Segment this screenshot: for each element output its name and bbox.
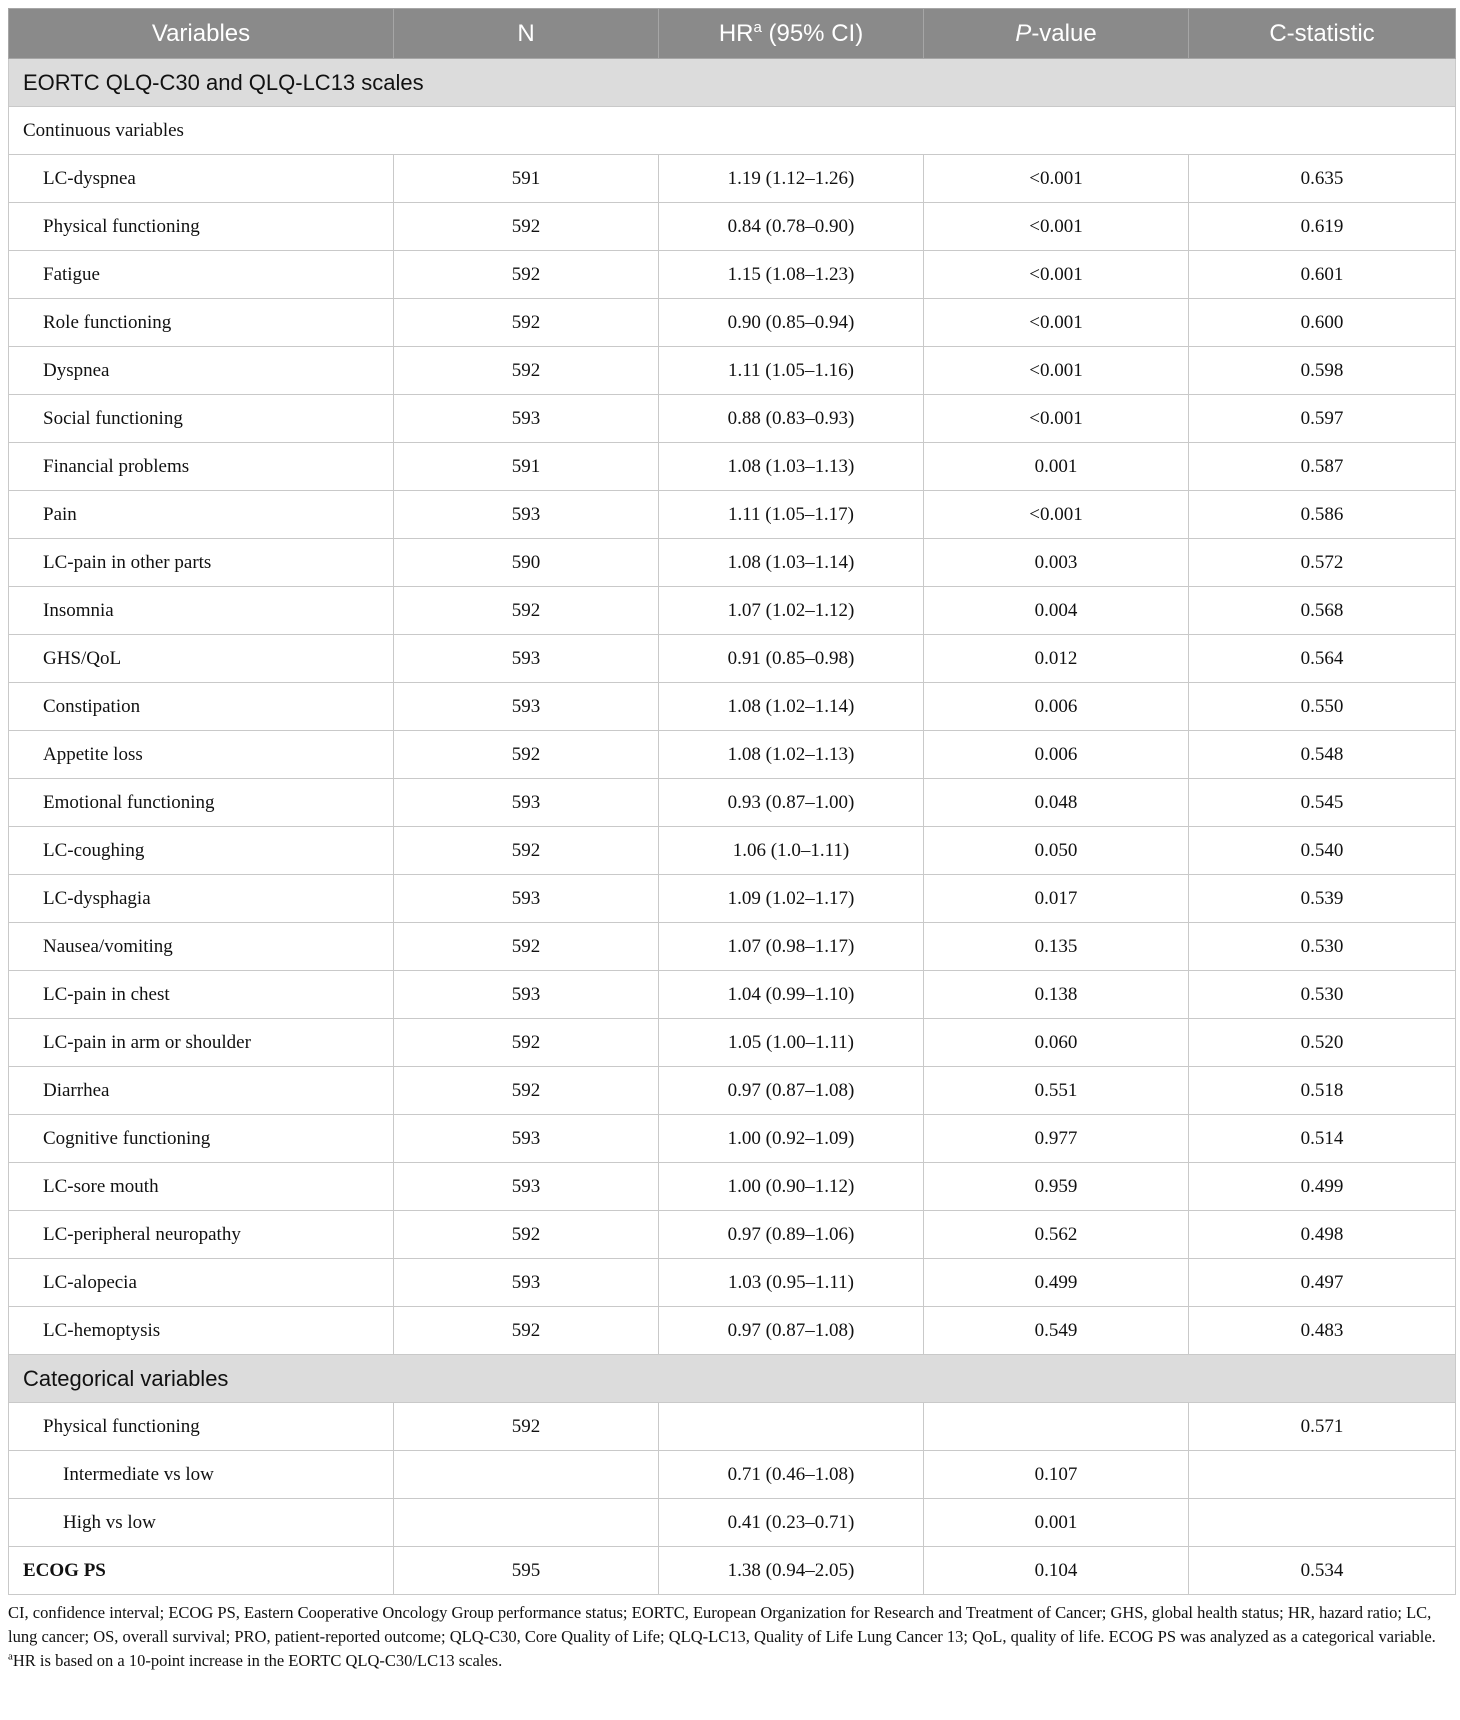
footnote-hr-sup: a — [8, 1650, 13, 1663]
table-row — [9, 1403, 1456, 1451]
header-c-statistic: C-statistic — [1189, 9, 1456, 59]
cell-hr-ci: 1.19 (1.12–1.26) — [659, 155, 924, 203]
table-row — [9, 1259, 1456, 1307]
cell-variable: Fatigue — [9, 251, 394, 299]
cell-p-value: <0.001 — [924, 251, 1189, 299]
cell-p-value — [924, 1403, 1189, 1451]
cell-hr-ci: 0.97 (0.87–1.08) — [659, 1307, 924, 1355]
cell-n: 592 — [394, 587, 659, 635]
cell-variable: Physical functioning — [9, 1403, 394, 1451]
section-row-scales — [9, 59, 1456, 107]
cell-hr-ci: 0.90 (0.85–0.94) — [659, 299, 924, 347]
cell-p-value: 0.549 — [924, 1307, 1189, 1355]
cell-hr-ci: 1.06 (1.0–1.11) — [659, 827, 924, 875]
footnote-hr-text: HR is based on a 10-point increase in the EORTC QLQ-C30/LC13 scales. — [12, 1651, 503, 1670]
table-row — [9, 1451, 1456, 1499]
cell-n: 593 — [394, 1163, 659, 1211]
table-row — [9, 779, 1456, 827]
cell-c-statistic: 0.597 — [1189, 395, 1456, 443]
cell-variable: Emotional functioning — [9, 779, 394, 827]
section-row-categorical — [9, 1355, 1456, 1403]
cell-c-statistic: 0.550 — [1189, 683, 1456, 731]
cell-p-value: 0.006 — [924, 731, 1189, 779]
cell-c-statistic: 0.540 — [1189, 827, 1456, 875]
cell-hr-ci: 1.00 (0.90–1.12) — [659, 1163, 924, 1211]
cell-n: 593 — [394, 779, 659, 827]
cell-c-statistic: 0.568 — [1189, 587, 1456, 635]
table-row — [9, 587, 1456, 635]
cell-p-value: 0.135 — [924, 923, 1189, 971]
cell-n: 593 — [394, 635, 659, 683]
cell-c-statistic: 0.572 — [1189, 539, 1456, 587]
header-n: N — [394, 9, 659, 59]
cell-variable: LC-sore mouth — [9, 1163, 394, 1211]
cell-hr-ci: 0.97 (0.87–1.08) — [659, 1067, 924, 1115]
cell-variable: Social functioning — [9, 395, 394, 443]
cell-n: 593 — [394, 875, 659, 923]
cell-p-value: <0.001 — [924, 347, 1189, 395]
cell-c-statistic: 0.598 — [1189, 347, 1456, 395]
section-title-scales: EORTC QLQ-C30 and QLQ-LC13 scales — [9, 59, 1456, 107]
table-footnotes — [8, 1601, 1455, 1673]
table-row — [9, 923, 1456, 971]
table-row — [9, 731, 1456, 779]
cell-n: 592 — [394, 827, 659, 875]
table-row — [9, 203, 1456, 251]
header-p-suffix: -value — [1031, 19, 1097, 47]
cell-c-statistic — [1189, 1451, 1456, 1499]
cell-hr-ci: 1.09 (1.02–1.17) — [659, 875, 924, 923]
cell-p-value: 0.138 — [924, 971, 1189, 1019]
cell-variable: LC-dysphagia — [9, 875, 394, 923]
table-row — [9, 443, 1456, 491]
cell-hr-ci: 1.00 (0.92–1.09) — [659, 1115, 924, 1163]
cell-n: 592 — [394, 923, 659, 971]
cell-hr-ci: 1.08 (1.03–1.13) — [659, 443, 924, 491]
cell-variable: ECOG PS — [9, 1547, 394, 1595]
cell-p-value: 0.004 — [924, 587, 1189, 635]
table-row — [9, 1211, 1456, 1259]
header-variables: Variables — [9, 9, 394, 59]
cell-n: 592 — [394, 1019, 659, 1067]
cell-hr-ci: 0.71 (0.46–1.08) — [659, 1451, 924, 1499]
cell-p-value: 0.012 — [924, 635, 1189, 683]
cell-c-statistic: 0.514 — [1189, 1115, 1456, 1163]
cell-hr-ci: 1.11 (1.05–1.17) — [659, 491, 924, 539]
cell-hr-ci: 1.07 (1.02–1.12) — [659, 587, 924, 635]
cell-n: 592 — [394, 1403, 659, 1451]
header-p-value — [924, 9, 1189, 59]
cell-variable: Intermediate vs low — [9, 1451, 394, 1499]
table-row — [9, 1019, 1456, 1067]
cell-p-value: 0.003 — [924, 539, 1189, 587]
cell-p-value: <0.001 — [924, 155, 1189, 203]
cell-variable: Constipation — [9, 683, 394, 731]
results-table-container — [8, 8, 1455, 1673]
cell-hr-ci: 0.41 (0.23–0.71) — [659, 1499, 924, 1547]
cell-p-value: 0.107 — [924, 1451, 1189, 1499]
cell-p-value: 0.060 — [924, 1019, 1189, 1067]
cell-variable: Insomnia — [9, 587, 394, 635]
cell-p-value: 0.001 — [924, 1499, 1189, 1547]
cell-n: 592 — [394, 1307, 659, 1355]
table-row — [9, 875, 1456, 923]
cell-n: 592 — [394, 203, 659, 251]
cell-c-statistic: 0.534 — [1189, 1547, 1456, 1595]
cell-variable: Physical functioning — [9, 203, 394, 251]
table-row — [9, 971, 1456, 1019]
cell-n: 593 — [394, 491, 659, 539]
cell-variable: Dyspnea — [9, 347, 394, 395]
table-row — [9, 1307, 1456, 1355]
group-row-continuous — [9, 107, 1456, 155]
cell-variable: Financial problems — [9, 443, 394, 491]
cell-c-statistic: 0.545 — [1189, 779, 1456, 827]
cell-variable: LC-pain in chest — [9, 971, 394, 1019]
cell-hr-ci: 1.15 (1.08–1.23) — [659, 251, 924, 299]
cell-n — [394, 1499, 659, 1547]
table-row — [9, 1547, 1456, 1595]
cell-hr-ci: 1.05 (1.00–1.11) — [659, 1019, 924, 1067]
cell-variable: Nausea/vomiting — [9, 923, 394, 971]
cell-c-statistic: 0.600 — [1189, 299, 1456, 347]
header-p-prefix: P — [1015, 19, 1032, 47]
table-row — [9, 251, 1456, 299]
cell-p-value: 0.959 — [924, 1163, 1189, 1211]
cell-variable: LC-alopecia — [9, 1259, 394, 1307]
cell-p-value: <0.001 — [924, 491, 1189, 539]
cell-p-value: <0.001 — [924, 299, 1189, 347]
table-row — [9, 635, 1456, 683]
cell-variable: Cognitive functioning — [9, 1115, 394, 1163]
cell-hr-ci: 1.08 (1.02–1.13) — [659, 731, 924, 779]
table-row — [9, 155, 1456, 203]
cell-p-value: 0.977 — [924, 1115, 1189, 1163]
cell-p-value: 0.050 — [924, 827, 1189, 875]
table-row — [9, 539, 1456, 587]
cell-variable: High vs low — [9, 1499, 394, 1547]
header-hr-sup: a — [753, 18, 762, 36]
cell-hr-ci: 0.97 (0.89–1.06) — [659, 1211, 924, 1259]
cell-variable: Pain — [9, 491, 394, 539]
cell-n: 595 — [394, 1547, 659, 1595]
cell-c-statistic: 0.520 — [1189, 1019, 1456, 1067]
cell-c-statistic: 0.601 — [1189, 251, 1456, 299]
cell-n: 592 — [394, 1067, 659, 1115]
table-row — [9, 1163, 1456, 1211]
cell-hr-ci: 0.84 (0.78–0.90) — [659, 203, 924, 251]
table-row — [9, 299, 1456, 347]
cell-c-statistic: 0.530 — [1189, 923, 1456, 971]
cell-p-value: 0.551 — [924, 1067, 1189, 1115]
cell-c-statistic — [1189, 1499, 1456, 1547]
cell-c-statistic: 0.498 — [1189, 1211, 1456, 1259]
table-row — [9, 1115, 1456, 1163]
cell-hr-ci: 1.03 (0.95–1.11) — [659, 1259, 924, 1307]
cell-variable: LC-dyspnea — [9, 155, 394, 203]
cell-c-statistic: 0.539 — [1189, 875, 1456, 923]
cell-p-value: 0.499 — [924, 1259, 1189, 1307]
cell-variable: LC-peripheral neuropathy — [9, 1211, 394, 1259]
cell-hr-ci: 0.93 (0.87–1.00) — [659, 779, 924, 827]
table-row — [9, 683, 1456, 731]
cell-hr-ci: 0.91 (0.85–0.98) — [659, 635, 924, 683]
table-row — [9, 827, 1456, 875]
cell-hr-ci: 0.88 (0.83–0.93) — [659, 395, 924, 443]
cell-n: 593 — [394, 683, 659, 731]
cell-p-value: <0.001 — [924, 203, 1189, 251]
cell-c-statistic: 0.483 — [1189, 1307, 1456, 1355]
cell-hr-ci: 1.07 (0.98–1.17) — [659, 923, 924, 971]
cell-c-statistic: 0.635 — [1189, 155, 1456, 203]
header-hr-suffix: (95% CI) — [761, 19, 864, 47]
cell-p-value: 0.048 — [924, 779, 1189, 827]
cell-c-statistic: 0.564 — [1189, 635, 1456, 683]
header-hr-prefix: HR — [718, 19, 754, 47]
cell-c-statistic: 0.571 — [1189, 1403, 1456, 1451]
cell-hr-ci: 1.38 (0.94–2.05) — [659, 1547, 924, 1595]
cell-n: 593 — [394, 395, 659, 443]
table-row — [9, 491, 1456, 539]
cell-hr-ci: 1.08 (1.02–1.14) — [659, 683, 924, 731]
cell-n: 592 — [394, 731, 659, 779]
cell-c-statistic: 0.530 — [1189, 971, 1456, 1019]
cell-c-statistic: 0.586 — [1189, 491, 1456, 539]
cell-c-statistic: 0.587 — [1189, 443, 1456, 491]
section-title-categorical: Categorical variables — [9, 1355, 1456, 1403]
cell-variable: Role functioning — [9, 299, 394, 347]
cell-c-statistic: 0.619 — [1189, 203, 1456, 251]
table-row — [9, 395, 1456, 443]
cell-c-statistic: 0.548 — [1189, 731, 1456, 779]
cell-p-value: <0.001 — [924, 395, 1189, 443]
header-row — [9, 9, 1456, 59]
table-row — [9, 1067, 1456, 1115]
cell-n: 590 — [394, 539, 659, 587]
cell-n: 592 — [394, 251, 659, 299]
cell-variable: LC-pain in other parts — [9, 539, 394, 587]
cell-n: 592 — [394, 299, 659, 347]
cell-hr-ci: 1.08 (1.03–1.14) — [659, 539, 924, 587]
cell-n: 593 — [394, 1259, 659, 1307]
cell-n: 592 — [394, 347, 659, 395]
table-row — [9, 347, 1456, 395]
cell-n: 593 — [394, 1115, 659, 1163]
group-title-continuous: Continuous variables — [9, 107, 1456, 155]
cell-variable: LC-hemoptysis — [9, 1307, 394, 1355]
cell-variable: Appetite loss — [9, 731, 394, 779]
cell-p-value: 0.017 — [924, 875, 1189, 923]
cell-p-value: 0.104 — [924, 1547, 1189, 1595]
cell-n: 593 — [394, 971, 659, 1019]
cell-variable: LC-pain in arm or shoulder — [9, 1019, 394, 1067]
cell-hr-ci: 1.11 (1.05–1.16) — [659, 347, 924, 395]
cell-p-value: 0.001 — [924, 443, 1189, 491]
cell-variable: GHS/QoL — [9, 635, 394, 683]
table-row — [9, 1499, 1456, 1547]
header-hr — [659, 9, 924, 59]
results-table — [8, 8, 1456, 1595]
cell-n: 591 — [394, 155, 659, 203]
cell-c-statistic: 0.499 — [1189, 1163, 1456, 1211]
cell-c-statistic: 0.497 — [1189, 1259, 1456, 1307]
cell-p-value: 0.562 — [924, 1211, 1189, 1259]
footnote-abbreviations: CI, confidence interval; ECOG PS, Eastern Cooperative Oncology Group performance status; EORTC, European Organization for Research and Treatment of Cancer; GHS, global health status; HR, hazard ratio; LC, lung cancer; OS, overall survival; PRO, patient-reported outcome; QLQ-C30, Core Quality of Life; QLQ-LC13, Quality of Life Lung Cancer 13; QoL, quality of life. ECOG PS was analyzed as a categorical variable. — [8, 1603, 1436, 1646]
cell-n: 592 — [394, 1211, 659, 1259]
cell-variable: LC-coughing — [9, 827, 394, 875]
cell-c-statistic: 0.518 — [1189, 1067, 1456, 1115]
cell-hr-ci: 1.04 (0.99–1.10) — [659, 971, 924, 1019]
cell-n — [394, 1451, 659, 1499]
cell-p-value: 0.006 — [924, 683, 1189, 731]
cell-n: 591 — [394, 443, 659, 491]
cell-hr-ci — [659, 1403, 924, 1451]
cell-variable: Diarrhea — [9, 1067, 394, 1115]
footnote-hr-note — [8, 1649, 1455, 1673]
